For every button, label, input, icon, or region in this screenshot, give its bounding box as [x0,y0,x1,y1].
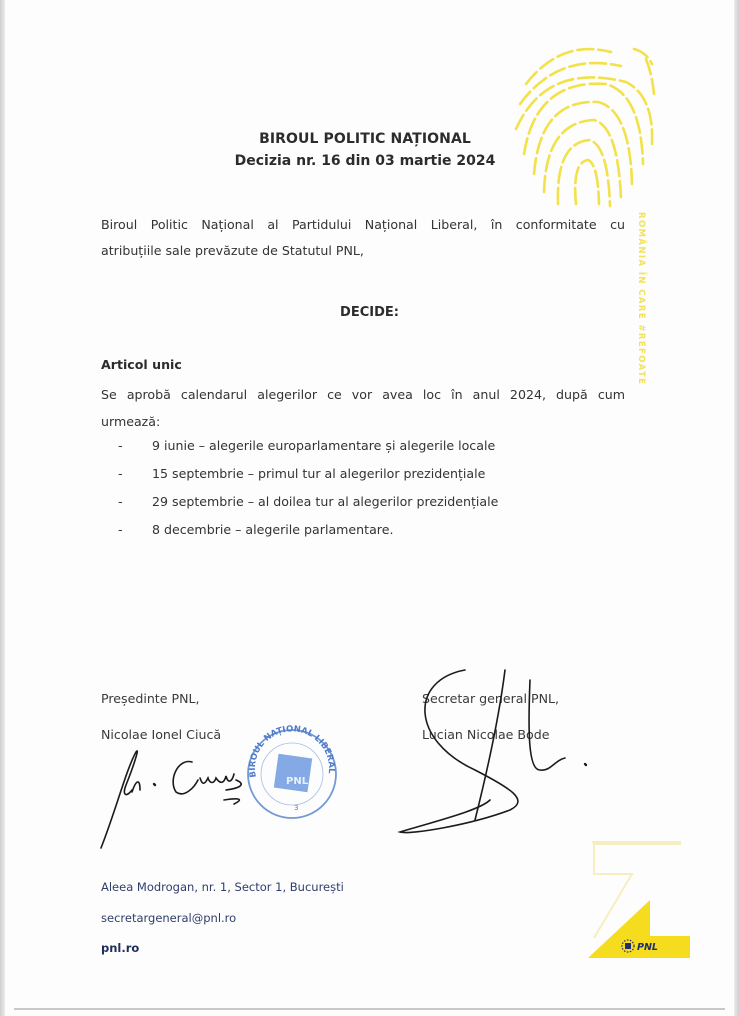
list-item [118,466,498,494]
bullet-dash: - [118,466,123,481]
pnl-logo [580,838,730,963]
decide-heading: DECIDE: [340,305,399,320]
right-signature [380,660,600,840]
stamp-center-text: PNL [286,776,309,787]
left-signatory-name: Nicolae Ionel Ciucă [101,727,222,742]
left-signatory-role: Președinte PNL, [101,691,200,706]
stamp-number: 3 [294,804,299,812]
article-body [101,381,625,435]
article-title: Articol unic [101,357,182,372]
fingerprint-graphic [506,44,656,209]
footer-website[interactable]: pnl.ro [101,941,140,955]
page-bottom-edge [14,1008,725,1010]
intro-paragraph [101,212,625,264]
article-line: urmează: [101,414,161,429]
pnl-logo-text: PNL [637,942,658,953]
election-entry: 9 iunie – alegerile europarlamentare și alegerile locale [152,438,496,453]
election-entry: 29 septembrie – al doilea tur al alegerilor prezidențiale [152,494,499,509]
document-title: BIROUL POLITIC NAȚIONAL [259,131,471,147]
slogan-vertical: ROMÂNIA ÎN CARE #REFOATE [636,212,646,386]
left-signature [96,740,266,850]
bullet-dash: - [118,438,123,453]
election-entry: 8 decembrie – alegerile parlamentare. [152,522,394,537]
list-item [118,494,498,522]
bullet-dash: - [118,494,123,509]
intro-line: atribuțiile sale prevăzute de Statutul PNL, [101,243,364,258]
footer-address: Aleea Modrogan, nr. 1, Sector 1, București [101,880,344,894]
right-signatory-role: Secretar general PNL, [422,691,560,706]
bullet-dash: - [118,522,123,537]
stamp-ring-text: BIROUL NAȚIONAL LIBERAL [247,724,337,779]
right-signatory-name: Lucian Nicolae Bode [422,727,550,742]
document-header [0,131,739,169]
election-calendar-list [118,438,498,550]
list-item [118,522,498,550]
intro-line: Biroul Politic Național al Partidului Național Liberal, în conformitate cu [101,217,625,232]
decision-number: Decizia nr. 16 din 03 martie 2024 [234,153,496,169]
list-item [118,438,498,466]
election-entry: 15 septembrie – primul tur al alegerilor prezidențiale [152,466,486,481]
article-line: Se aprobă calendarul alegerilor ce vor avea loc în anul 2024, după cum [101,387,625,402]
footer-email[interactable]: secretargeneral@pnl.ro [101,911,237,925]
